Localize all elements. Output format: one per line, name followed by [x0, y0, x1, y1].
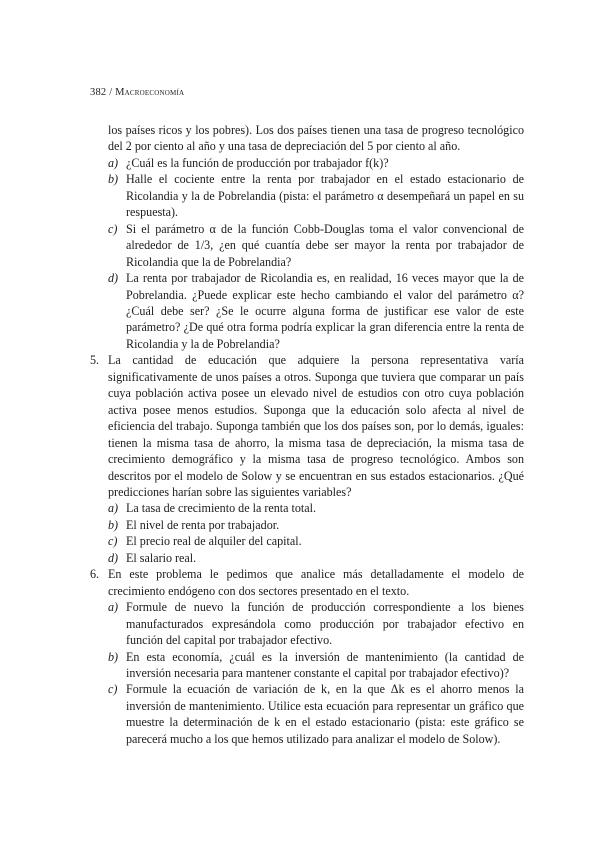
book-title: Macroeconomía [115, 87, 185, 98]
question-label: c) [108, 534, 118, 549]
question-text: La tasa de crecimiento de la renta total. [126, 501, 317, 516]
question-5b [90, 517, 524, 533]
question-4a [90, 155, 524, 171]
question-label: c) [108, 682, 118, 697]
problem-text: En este problema le pedimos que analice más detalladamente el modelo de crecimiento endógeno con dos sectores presentado en el texto. [108, 567, 524, 598]
problem-number: 5. [90, 353, 100, 368]
question-text: Formule la ecuación de variación de k, en la que Δk es el ahorro menos la inversión de mantenimiento. Utilice esta ecuación para representar un gráfico que muestre la determinación de k en el estado estacionario (pista: este gráfico se parecerá mucho a los que hemos utilizado para analizar el modelo de Solow). [126, 682, 524, 746]
problem-5 [90, 352, 524, 500]
question-4c [90, 221, 524, 270]
question-text: El precio real de alquiler del capital. [126, 534, 302, 549]
question-label: c) [108, 221, 118, 236]
header-separator: / [109, 87, 113, 98]
page-number: 382 [90, 87, 107, 98]
page-body [90, 122, 524, 747]
question-text: El nivel de renta por trabajador. [126, 517, 280, 532]
question-text: ¿Cuál es la función de producción por trabajador f(k)? [126, 155, 389, 170]
question-text: El salario real. [126, 550, 197, 565]
problem-6 [90, 566, 524, 599]
question-label: b) [108, 172, 119, 187]
question-label: b) [108, 649, 119, 664]
question-text: En esta economía, ¿cuál es la inversión de mantenimiento (la cantidad de inversión necesaria para mantener constante el capital por trabajador efectivo)? [126, 649, 524, 680]
problem-text: La cantidad de educación que adquiere la persona representativa varía significativamente de unos países a otros. Suponga que tuviera que comparar un país cuya población activa posee un elevado nivel de estudios con otro cuya población activa posee menos estudios. Suponga que la educación solo afecta al nivel de eficiencia del trabajo. Suponga también que los dos países son, por lo demás, iguales: tienen la misma tasa de ahorro, la misma tasa de depreciación, la misma tasa de crecimiento demográfico y la misma tasa de progreso tecnológico. Ambos son descritos por el modelo de Solow y se encuentran en sus estados estacionarios. ¿Qué predicciones harían sobre las siguientes variables? [108, 353, 524, 499]
problem-number: 6. [90, 567, 100, 582]
question-5a [90, 500, 524, 516]
question-label: d) [108, 271, 119, 286]
question-4b [90, 171, 524, 220]
question-label: a) [108, 501, 119, 516]
question-text: Halle el cociente entre la renta por trabajador en el estado estacionario de Ricolandia y la de Pobrelandia (pista: el parámetro α desempeñará un papel en su respuesta). [126, 172, 524, 220]
question-label: a) [108, 600, 119, 615]
question-6a [90, 599, 524, 648]
continuation-paragraph: los países ricos y los pobres). Los dos países tienen una tasa de progreso tecnológico del 2 por ciento al año y una tasa de depreciación del 5 por ciento al año. [108, 123, 524, 154]
question-label: d) [108, 550, 119, 565]
question-text: Si el parámetro α de la función Cobb-Douglas toma el valor convencional de alrededor de 1/3, ¿en qué cuantía debe ser mayor la renta por trabajador de Ricolandia que la de Pobrelandia? [126, 221, 524, 269]
question-5d [90, 550, 524, 566]
question-text: Formule de nuevo la función de producción correspondiente a los bienes manufacturados expresándola como producción por trabajador efectivo en función del capital por trabajador efectivo. [126, 600, 524, 648]
running-header [90, 87, 184, 98]
question-5c [90, 533, 524, 549]
question-6c [90, 681, 524, 747]
question-4d [90, 270, 524, 352]
question-label: b) [108, 517, 119, 532]
question-text: La renta por trabajador de Ricolandia es, en realidad, 16 veces mayor que la de Pobrelandia. ¿Puede explicar este hecho cambiando el valor del parámetro α? ¿Cuál debe ser? ¿Se le ocurre alguna forma de justificar ese valor de este parámetro? ¿De qué otra forma podría explicar la gran diferencia entre la renta de Ricolandia y la de Pobrelandia? [126, 271, 524, 351]
question-6b [90, 649, 524, 682]
question-label: a) [108, 155, 119, 170]
